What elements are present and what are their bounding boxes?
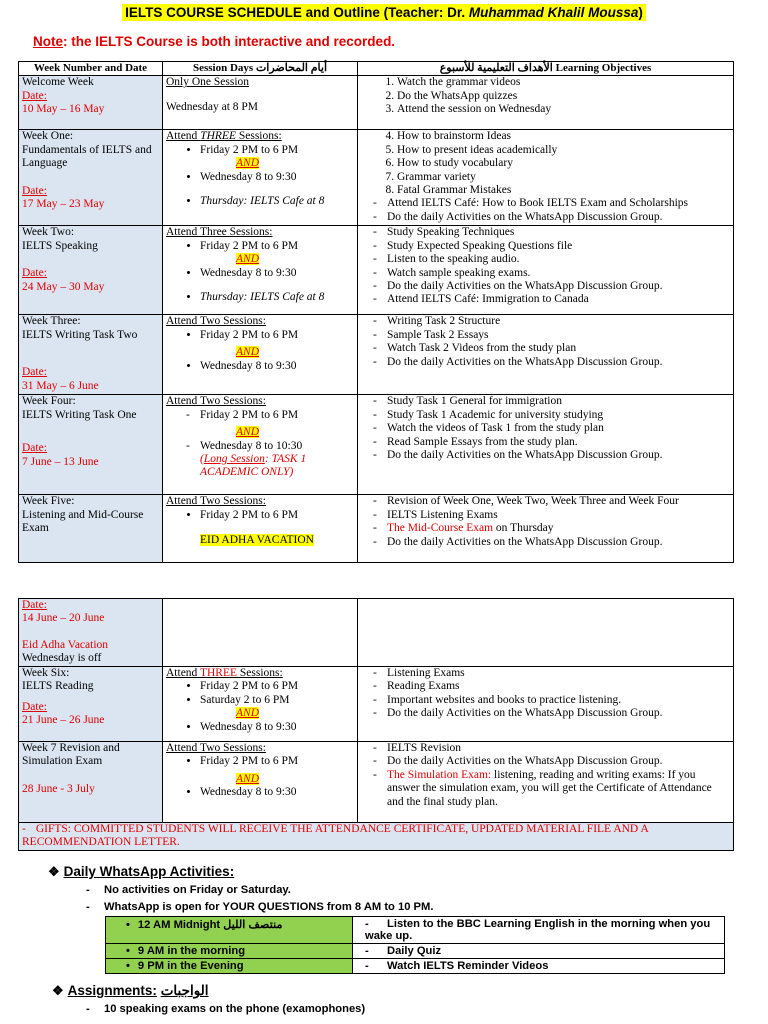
diamond-bullet-icon: ❖ — [48, 864, 60, 879]
objectives-cell: 1. Watch the grammar videos 2. Do the WhatsApp quizzes 3. Attend the session on Wednesday — [358, 76, 734, 130]
time-cell: • 12 AM Midnight منتصف الليل — [106, 917, 353, 944]
whatsapp-notes — [90, 884, 433, 918]
week-cell: Week Two: IELTS Speaking Date: 24 May – 30 May — [19, 226, 163, 315]
session-cell: Attend Two Sessions: • Friday 2 PM to 6 PM AND • Wednesday 8 to 9:30 — [163, 742, 358, 823]
objectives-cell: - Study Speaking Techniques - Study Expected Speaking Questions file - Listen to the speaking audio. - Watch sample speaking exams. - Do the daily Activities on the WhatsApp Discussion Group. - Attend IELTS Café: Immigration to Canada — [358, 226, 734, 315]
table-row — [19, 599, 734, 667]
table-row — [19, 130, 734, 226]
schedule-table-continued — [18, 598, 734, 851]
list-item: - 10 speaking exams on the phone (examophones) — [90, 1003, 365, 1020]
session-cell: Attend Two Sessions: • Friday 2 PM to 6 PM EID ADHA VACATION — [163, 495, 358, 563]
table-row — [19, 76, 734, 130]
time-cell: • 9 PM in the Evening — [106, 959, 353, 974]
table-row — [19, 226, 734, 315]
session-cell: Attend Two Sessions: - Friday 2 PM to 6 PM AND - Wednesday 8 to 10:30 (Long Session: TASK 1 ACADEMIC ONLY) — [163, 395, 358, 495]
week-cell: Week One: Fundamentals of IELTS and Language Date: 17 May – 23 May — [19, 130, 163, 226]
session-cell — [163, 599, 358, 667]
objectives-header: الأهداف التعليمية للأسبوع Learning Objectives — [358, 62, 734, 76]
session-cell: Attend THREE Sessions: • Friday 2 PM to 6 PM • Saturday 2 to 6 PM AND • Wednesday 8 to 9:30 — [163, 667, 358, 742]
table-row — [19, 395, 734, 495]
objectives-cell: 4. How to brainstorm Ideas 5. How to present ideas academically 6. How to study vocabulary 7. Grammar variety 8. Fatal Grammar Mistakes - Attend IELTS Café: How to Book IELTS Exam and Scholarships - Do the daily Activities on the WhatsApp Discussion Group. — [358, 130, 734, 226]
list-item: - No activities on Friday or Saturday. — [90, 884, 433, 901]
objectives-cell: - Writing Task 2 Structure - Sample Task 2 Essays - Watch Task 2 Videos from the study plan - Do the daily Activities on the WhatsApp Discussion Group. — [358, 315, 734, 395]
page-title: IELTS COURSE SCHEDULE and Outline (Teacher: Dr. Muhammad Khalil Moussa) — [122, 4, 646, 21]
objectives-cell — [358, 599, 734, 667]
table-row — [106, 917, 725, 944]
course-note: Note: the IELTS Course is both interactive and recorded. — [33, 34, 396, 49]
gifts-row — [19, 823, 734, 851]
session-cell: Only One Session Wednesday at 8 PM — [163, 76, 358, 130]
title-bar — [0, 4, 768, 22]
objectives-cell: - IELTS Revision - Do the daily Activities on the WhatsApp Discussion Group. - The Simulation Exam: listening, reading and writing exams: If you answer the simulation exam, you will get the Certificate of Attendance and the final study plan. — [358, 742, 734, 823]
objectives-cell: - Listening Exams - Reading Exams - Important websites and books to practice listening. - Do the daily Activities on the WhatsApp Discussion Group. — [358, 667, 734, 742]
week-cell: Week Four: IELTS Writing Task One Date: 7 June – 13 June — [19, 395, 163, 495]
activity-cell: - Listen to the BBC Learning English in the morning when you wake up. — [353, 917, 725, 944]
assignments-list — [90, 1003, 365, 1020]
table-row — [19, 667, 734, 742]
week-cell: Welcome Week Date: 10 May – 16 May — [19, 76, 163, 130]
week-cell: Week Five: Listening and Mid-Course Exam — [19, 495, 163, 563]
week-cell: Week Six: IELTS Reading Date: 21 June – 26 June — [19, 667, 163, 742]
session-cell: Attend Two Sessions: • Friday 2 PM to 6 PM AND • Wednesday 8 to 9:30 — [163, 315, 358, 395]
activity-cell: - Daily Quiz — [353, 944, 725, 959]
whatsapp-heading: ❖ Daily WhatsApp Activities: — [48, 864, 235, 879]
whatsapp-schedule-table — [105, 916, 725, 974]
schedule-table — [18, 61, 734, 563]
time-cell: • 9 AM in the morning — [106, 944, 353, 959]
objectives-cell: - Study Task 1 General for immigration - Study Task 1 Academic for university studying - Watch the videos of Task 1 from the study plan - Read Sample Essays from the study plan. - Do the daily Activities on the WhatsApp Discussion Group. — [358, 395, 734, 495]
teacher-name: Muhammad Khalil Moussa — [468, 5, 639, 20]
session-cell: Attend THREE Sessions: • Friday 2 PM to 6 PM AND • Wednesday 8 to 9:30 • Thursday: IELTS Cafe at 8 — [163, 130, 358, 226]
session-cell: Attend Three Sessions: • Friday 2 PM to 6 PM AND • Wednesday 8 to 9:30 • Thursday: IELTS Cafe at 8 — [163, 226, 358, 315]
assignments-heading: ❖ Assignments: الواجبات — [52, 983, 209, 998]
gifts-cell: - GIFTS: COMMITTED STUDENTS WILL RECEIVE THE ATTENDANCE CERTIFICATE, UPDATED MATERIAL FILE AND A RECOMMENDATION LETTER. — [19, 823, 734, 851]
activity-cell: - Watch IELTS Reminder Videos — [353, 959, 725, 974]
week-cell: Week Three: IELTS Writing Task Two Date: 31 May – 6 June — [19, 315, 163, 395]
eid-vacation-label: EID ADHA VACATION — [200, 534, 314, 547]
table-row — [19, 742, 734, 823]
week-cell: Week 7 Revision and Simulation Exam 28 June - 3 July — [19, 742, 163, 823]
table-row — [106, 959, 725, 974]
week-cell: Date: 14 June – 20 June Eid Adha Vacation Wednesday is off — [19, 599, 163, 667]
session-header: Session Days أيام المحاضرات — [163, 62, 358, 76]
table-row — [106, 944, 725, 959]
diamond-bullet-icon: ❖ — [52, 983, 64, 998]
table-row — [19, 315, 734, 395]
week-header: Week Number and Date — [19, 62, 163, 76]
gifts-text: GIFTS: COMMITTED STUDENTS WILL RECEIVE THE ATTENDANCE CERTIFICATE, UPDATED MATERIAL FILE AND A RECOMMENDATION LETTER. — [22, 823, 649, 849]
table-header-row — [19, 62, 734, 76]
objectives-cell: - Revision of Week One, Week Two, Week Three and Week Four - IELTS Listening Exams - The Mid-Course Exam on Thursday - Do the daily Activities on the WhatsApp Discussion Group. — [358, 495, 734, 563]
table-row — [19, 495, 734, 563]
list-item: - WhatsApp is open for YOUR QUESTIONS from 8 AM to 10 PM. — [90, 901, 433, 918]
